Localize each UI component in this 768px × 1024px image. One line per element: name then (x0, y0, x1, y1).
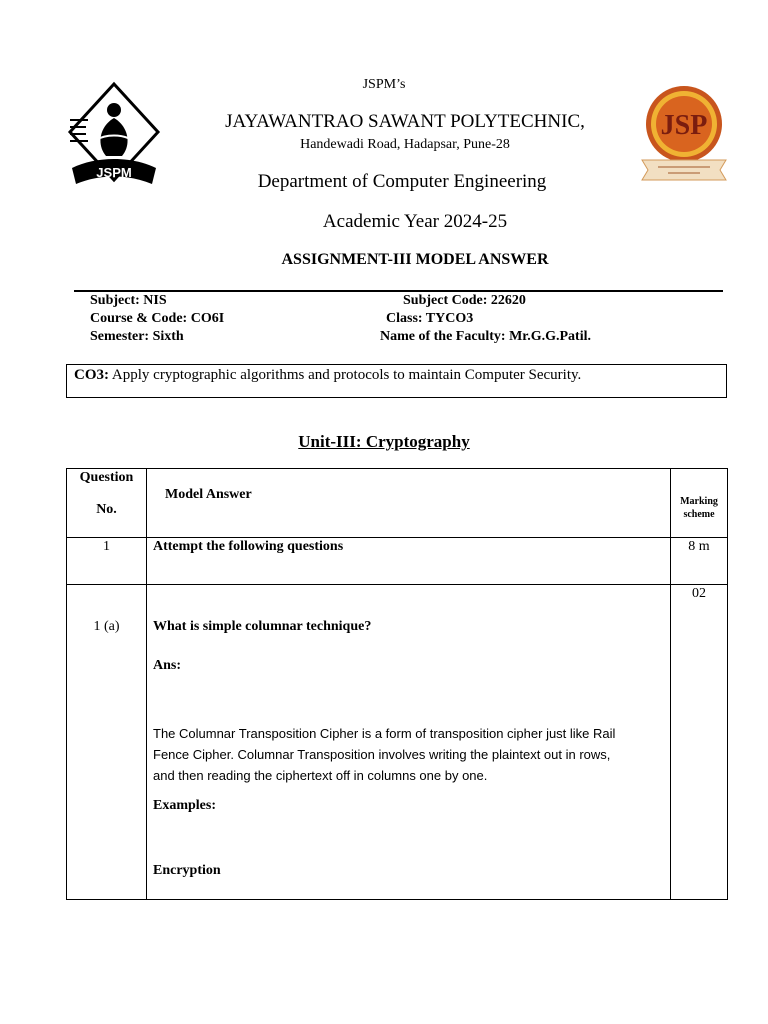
row2-encryption-label: Encryption (153, 863, 221, 878)
table-header-row (67, 469, 728, 538)
marking-label: Marking (680, 496, 718, 507)
co-text: Apply cryptographic algorithms and protocols to maintain Computer Security. (109, 367, 582, 383)
row2-no: 1 (a) (93, 619, 120, 634)
no-header-label: No. (96, 502, 117, 517)
assignment-title: ASSIGNMENT-III MODEL ANSWER (281, 251, 549, 268)
row1-question-no (67, 538, 147, 585)
table-row (67, 538, 728, 585)
unit-title: Unit-III: Cryptography (298, 432, 470, 451)
row1-no: 1 (103, 539, 110, 554)
answer-table (66, 468, 728, 900)
row2-paragraph-line: The Columnar Transposition Cipher is a form of transposition cipher just like Rail (153, 726, 616, 741)
row2-ans-label: Ans: (153, 658, 182, 673)
row1-text: Attempt the following questions (153, 539, 344, 554)
subject: Subject: NIS (90, 293, 167, 308)
jspm-label: JSPM’s (362, 77, 406, 92)
row2-answer (147, 585, 671, 900)
row2-paragraph-line: and then reading the ciphertext off in columns one by one. (153, 768, 488, 783)
institute-address: Handewadi Road, Hadapsar, Pune-28 (300, 137, 510, 152)
row2-marks-cell (671, 585, 728, 900)
row1-answer (147, 538, 671, 585)
header-divider (74, 290, 723, 292)
institute-name: JAYAWANTRAO SAWANT POLYTECHNIC, (225, 111, 585, 132)
department-name: Department of Computer Engineering (257, 171, 547, 192)
semester: Semester: Sixth (90, 329, 184, 344)
row1-marks-cell (671, 538, 728, 585)
course-outcome-box (66, 364, 727, 398)
question-no-header (67, 469, 147, 538)
jsp-logo (638, 86, 730, 186)
jsp-logo-text: JSP (660, 110, 708, 141)
row2-question-no (67, 585, 147, 900)
marking-scheme-header (671, 469, 728, 538)
table-row (67, 585, 728, 900)
model-answer-label: Model Answer (165, 487, 252, 502)
row1-marks: 8 m (688, 539, 710, 554)
class: Class: TYCO3 (386, 311, 474, 326)
jspm-logo (66, 80, 162, 192)
row2-marks: 02 (692, 586, 706, 601)
subject-code: Subject Code: 22620 (403, 293, 526, 308)
co-label: CO3: (74, 367, 109, 383)
academic-year: Academic Year 2024-25 (322, 211, 508, 232)
model-answer-header (147, 469, 671, 538)
jspm-logo-text: JSPM (96, 165, 132, 180)
row2-question: What is simple columnar technique? (153, 619, 372, 634)
row2-examples-label: Examples: (153, 798, 216, 813)
question-header-label: Question (79, 470, 134, 485)
row2-paragraph-line: Fence Cipher. Columnar Transposition involves writing the plaintext out in rows, (153, 747, 611, 762)
faculty: Name of the Faculty: Mr.G.G.Patil. (380, 329, 591, 344)
course-code: Course & Code: CO6I (90, 311, 225, 326)
row2-paragraph (153, 723, 670, 786)
scheme-label: scheme (683, 509, 715, 520)
